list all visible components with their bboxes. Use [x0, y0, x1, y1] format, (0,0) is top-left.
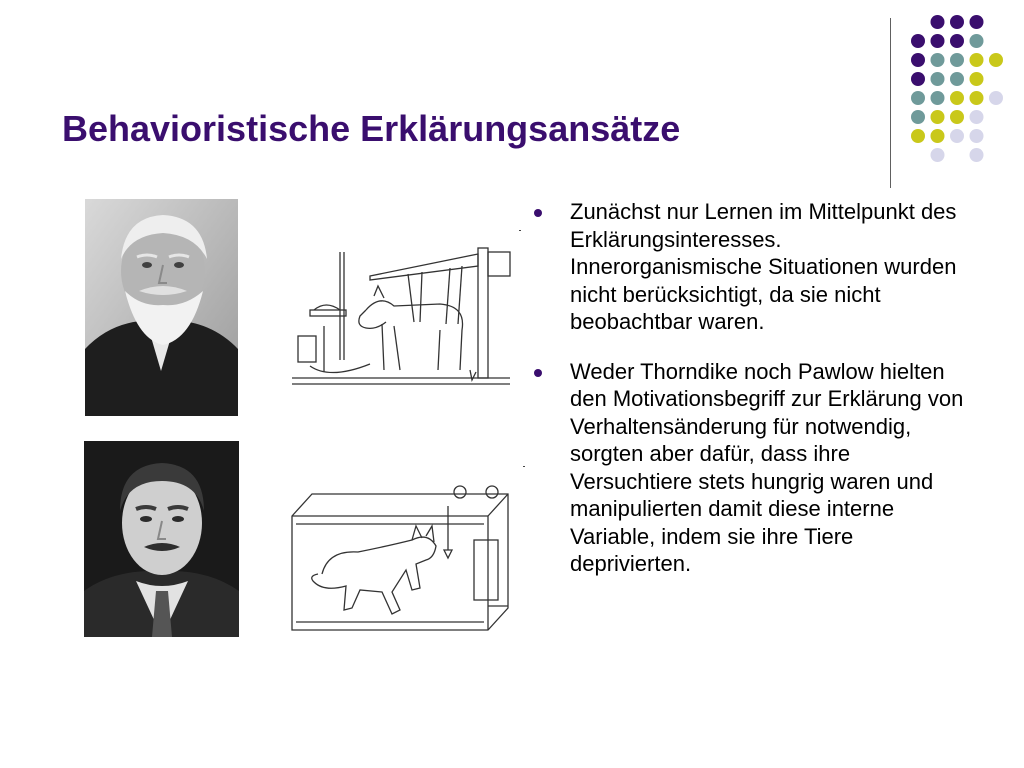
- decorative-dot: [970, 91, 984, 105]
- decorative-dot-grid: [0, 0, 1024, 200]
- dog-conditioning-apparatus-drawing: [290, 240, 515, 390]
- decorative-dot: [931, 91, 945, 105]
- decorative-mark: [523, 466, 525, 467]
- decorative-dot: [931, 110, 945, 124]
- decorative-mark: [519, 230, 521, 231]
- decorative-dot: [911, 110, 925, 124]
- decorative-dot: [931, 129, 945, 143]
- decorative-dot: [970, 110, 984, 124]
- decorative-dot: [989, 53, 1003, 67]
- cat-puzzle-box-drawing: [288, 480, 513, 640]
- decorative-dot: [970, 129, 984, 143]
- portrait-photo-bearded-man: [85, 199, 238, 416]
- bullet-icon: [534, 369, 542, 377]
- bullet-item: [534, 198, 974, 336]
- decorative-dot: [911, 129, 925, 143]
- decorative-dot: [931, 53, 945, 67]
- bullet-item: [534, 358, 974, 578]
- decorative-dot: [989, 91, 1003, 105]
- bullet-text: Zunächst nur Lernen im Mittelpunkt des Erklärungsinteresses. Innerorganismische Situationen wurden nicht berücksichtigt, da sie nicht beobachtbar waren.: [570, 199, 957, 334]
- decorative-dot: [970, 53, 984, 67]
- decorative-dot: [970, 148, 984, 162]
- decorative-dot: [950, 91, 964, 105]
- decorative-dot: [950, 15, 964, 29]
- decorative-dot: [950, 34, 964, 48]
- decorative-dot: [931, 34, 945, 48]
- decorative-dot: [911, 53, 925, 67]
- bullet-list: [534, 198, 974, 600]
- decorative-dot: [970, 72, 984, 86]
- decorative-dot: [950, 110, 964, 124]
- bullet-icon: [534, 209, 542, 217]
- decorative-dot: [911, 72, 925, 86]
- decorative-dot: [950, 72, 964, 86]
- portrait-photo-man-with-mustache: [84, 441, 239, 637]
- slide-title: Behavioristische Erklärungsansätze: [62, 108, 681, 149]
- decorative-dot: [911, 34, 925, 48]
- decorative-dot: [931, 72, 945, 86]
- decorative-dot: [911, 91, 925, 105]
- decorative-dot: [931, 148, 945, 162]
- decorative-dot: [970, 34, 984, 48]
- bullet-text: Weder Thorndike noch Pawlow hielten den Motivationsbegriff zur Erklärung von Verhaltensänderung für notwendig, sorgten aber dafür, dass ihre Versuchtiere stets hungrig waren und manipulierten damit diese interne Variable, indem sie ihre Tiere deprivierten.: [570, 358, 964, 576]
- decorative-dot: [950, 53, 964, 67]
- decorative-dot: [931, 15, 945, 29]
- decorative-dot: [950, 129, 964, 143]
- decorative-dot: [970, 15, 984, 29]
